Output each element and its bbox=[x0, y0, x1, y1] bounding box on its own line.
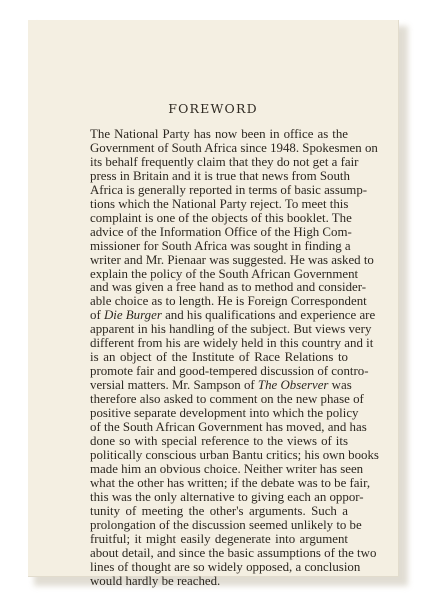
book-page bbox=[28, 20, 399, 588]
foreword-line: politically conscious urban Bantu critics; his own books bbox=[90, 447, 379, 462]
foreword-line: this was the only alternative to giving each an oppor- bbox=[90, 489, 364, 504]
foreword-line: of Die Burger and his qualifications and experience are bbox=[90, 308, 376, 323]
foreword-line: missioner for South Africa was sought in finding a bbox=[90, 238, 351, 253]
foreword-line: complaint is one of the objects of this booklet. The bbox=[90, 210, 352, 225]
foreword-line: Government of South Africa since 1948. Spokesmen on bbox=[90, 140, 378, 155]
foreword-line: advice of the Information Office of the High Com- bbox=[90, 224, 352, 239]
foreword-line: of the South African Government has moved, and has bbox=[90, 420, 367, 435]
foreword-line: and was given a free hand as to method and consider- bbox=[90, 280, 367, 295]
foreword-body bbox=[90, 127, 379, 588]
foreword-line: press in Britain and it is true that news from South bbox=[90, 168, 350, 183]
foreword-line: what the other has written; if the debate was to be fair, bbox=[90, 475, 371, 490]
foreword-line: able choice as to length. He is Foreign Correspondent bbox=[90, 294, 367, 309]
foreword-line: versial matters. Mr. Sampson of The Observer was bbox=[90, 378, 352, 393]
foreword-line: writer and Mr. Pienaar was suggested. He was asked to bbox=[90, 252, 374, 267]
foreword-line: made him an obvious choice. Neither writer has seen bbox=[90, 461, 364, 476]
foreword-line: Africa is generally reported in terms of basic assump- bbox=[90, 182, 368, 197]
foreword-line: prolongation of the discussion seemed unlikely to be bbox=[90, 517, 362, 532]
foreword-line: promote fair and good-tempered discussion of contro- bbox=[90, 364, 369, 379]
foreword-line: is an object of the Institute of Race Relations to bbox=[90, 350, 348, 365]
foreword-line: The National Party has now been in office as the bbox=[90, 127, 348, 141]
foreword-line: lines of thought are so widely opposed, a conclusion bbox=[90, 559, 361, 574]
foreword-line: tions which the National Party reject. To meet this bbox=[90, 196, 349, 211]
foreword-line: apparent in his handling of the subject. But views very bbox=[90, 322, 372, 337]
foreword-line: explain the policy of the South African Government bbox=[90, 266, 359, 281]
foreword-heading: FOREWORD bbox=[168, 101, 258, 116]
foreword-line: would hardly be reached. bbox=[90, 573, 221, 588]
foreword-line: tunity of meeting the other's arguments. Such a bbox=[90, 503, 348, 518]
foreword-line: therefore also asked to comment on the new phase of bbox=[90, 392, 364, 407]
foreword-line: different from his are widely held in this country and it bbox=[90, 336, 374, 351]
foreword-line: its behalf frequently claim that they do not get a fair bbox=[90, 154, 359, 169]
foreword-line: done so with special reference to the views of its bbox=[90, 433, 348, 448]
foreword-line: positive separate development into which the policy bbox=[90, 406, 359, 421]
foreword-line: fruitful; it might easily degenerate into argument bbox=[90, 531, 348, 546]
foreword-line: about detail, and since the basic assumptions of the two bbox=[90, 545, 377, 560]
